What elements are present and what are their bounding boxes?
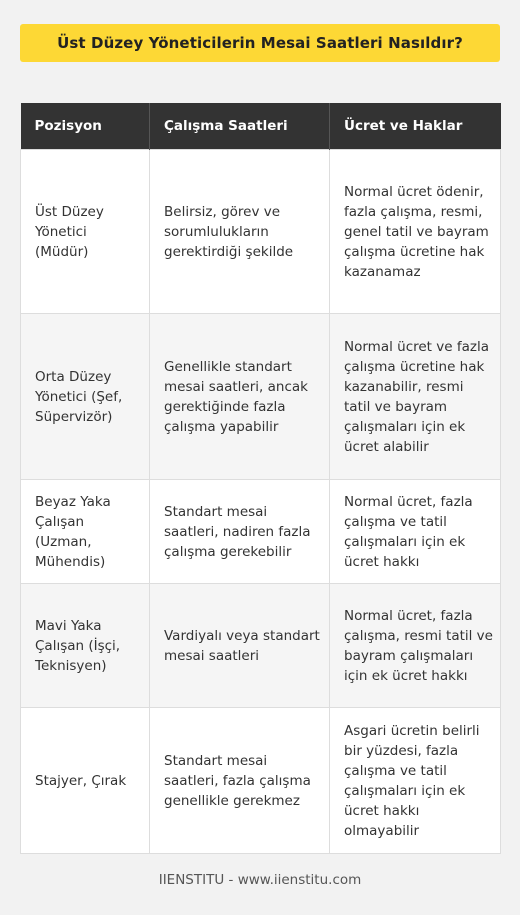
table-row (21, 150, 501, 314)
cell-working-hours: Vardiyalı veya standart mesai saatleri (150, 584, 330, 708)
header-position: Pozisyon (21, 103, 150, 150)
table-row (21, 708, 501, 854)
header-working-hours: Çalışma Saatleri (150, 103, 330, 150)
cell-position: Stajyer, Çırak (21, 708, 150, 854)
header-pay-rights: Ücret ve Haklar (330, 103, 501, 150)
page-title: Üst Düzey Yöneticilerin Mesai Saatleri Nasıldır? (57, 34, 463, 52)
cell-pay-rights: Normal ücret, fazla çalışma, resmi tatil ve bayram çalışmaları için ek ücret hakkı (330, 584, 501, 708)
table-row (21, 584, 501, 708)
title-banner (20, 24, 500, 62)
cell-pay-rights: Normal ücret ve fazla çalışma ücretine hak kazanabilir, resmi tatil ve bayram çalışmaları için ek ücret alabilir (330, 314, 501, 480)
table-header-row (21, 103, 501, 150)
cell-position: Orta Düzey Yönetici (Şef, Süpervizör) (21, 314, 150, 480)
cell-pay-rights: Normal ücret, fazla çalışma ve tatil çalışmaları için ek ücret hakkı (330, 480, 501, 584)
cell-position: Mavi Yaka Çalışan (İşçi, Teknisyen) (21, 584, 150, 708)
cell-pay-rights: Asgari ücretin belirli bir yüzdesi, fazla çalışma ve tatil çalışmaları için ek ücret hakkı olmayabilir (330, 708, 501, 854)
cell-working-hours: Genellikle standart mesai saatleri, ancak gerektiğinde fazla çalışma yapabilir (150, 314, 330, 480)
cell-working-hours: Standart mesai saatleri, nadiren fazla çalışma gerekebilir (150, 480, 330, 584)
cell-pay-rights: Normal ücret ödenir, fazla çalışma, resmi, genel tatil ve bayram çalışma ücretine hak kazanamaz (330, 150, 501, 314)
cell-position: Beyaz Yaka Çalışan (Uzman, Mühendis) (21, 480, 150, 584)
table-row (21, 480, 501, 584)
info-table (20, 103, 501, 854)
cell-working-hours: Standart mesai saatleri, fazla çalışma genellikle gerekmez (150, 708, 330, 854)
footer-text: IIENSTITU - www.iienstitu.com (158, 872, 362, 888)
table-row (21, 314, 501, 480)
cell-working-hours: Belirsiz, görev ve sorumlulukların gerektirdiği şekilde (150, 150, 330, 314)
cell-position: Üst Düzey Yönetici (Müdür) (21, 150, 150, 314)
